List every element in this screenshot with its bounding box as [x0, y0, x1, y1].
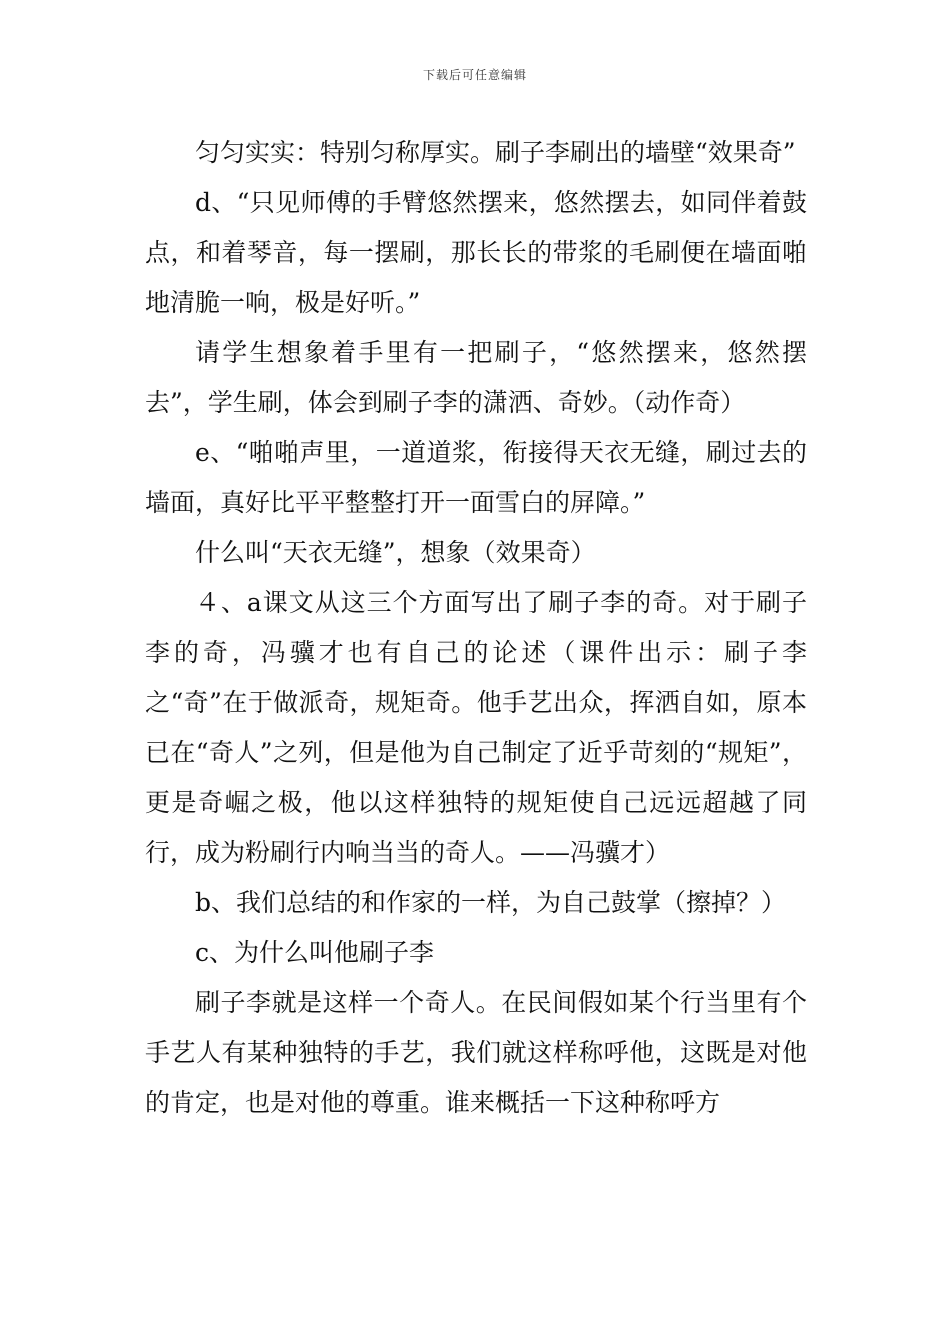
paragraph: 刷子李就是这样一个奇人。在民间假如某个行当里有个手艺人有某种独特的手艺，我们就这样称呼他，这既是对他的肯定，也是对他的尊重。谁来概括一下这种称呼方	[145, 988, 807, 1117]
paragraph: b、我们总结的和作家的一样，为自己鼓掌（擦掉？）	[195, 888, 787, 917]
document-body	[145, 128, 807, 1128]
paragraph: 什么叫“天衣无缝”，想象（效果奇）	[195, 538, 596, 567]
paragraph: 请学生想象着手里有一把刷子，“悠然摆来，悠然摆去”，学生刷，体会到刷子李的潇洒、奇妙。（动作奇）	[145, 338, 807, 417]
paragraph: d、“只见师傅的手臂悠然摆来，悠然摆去，如同伴着鼓点，和着琴音，每一摆刷，那长长的带浆的毛刷便在墙面啪地清脆一响，极是好听。”	[145, 188, 807, 317]
page-header: 下载后可任意编辑	[422, 68, 527, 82]
paragraph: c、为什么叫他刷子李	[195, 938, 435, 967]
paragraph: ４、a课文从这三个方面写出了刷子李的奇。对于刷子李的奇，冯骥才也有自己的论述（课件出示：刷子李之“奇”在于做派奇，规矩奇。他手艺出众，挥洒自如，原本已在“奇人”之列，但是他为自己制定了近乎苛刻的“规矩”，更是奇崛之极，他以这样独特的规矩使自己远远超越了同行，成为粉刷行内响当当的奇人。——冯骥才）	[145, 588, 807, 867]
paragraph: 匀匀实实：特别匀称厚实。刷子李刷出的墙壁“效果奇”	[195, 138, 796, 167]
paragraph: e、“啪啪声里，一道道浆，衔接得天衣无缝，刷过去的墙面，真好比平平整整打开一面雪白的屏障。”	[145, 438, 807, 517]
